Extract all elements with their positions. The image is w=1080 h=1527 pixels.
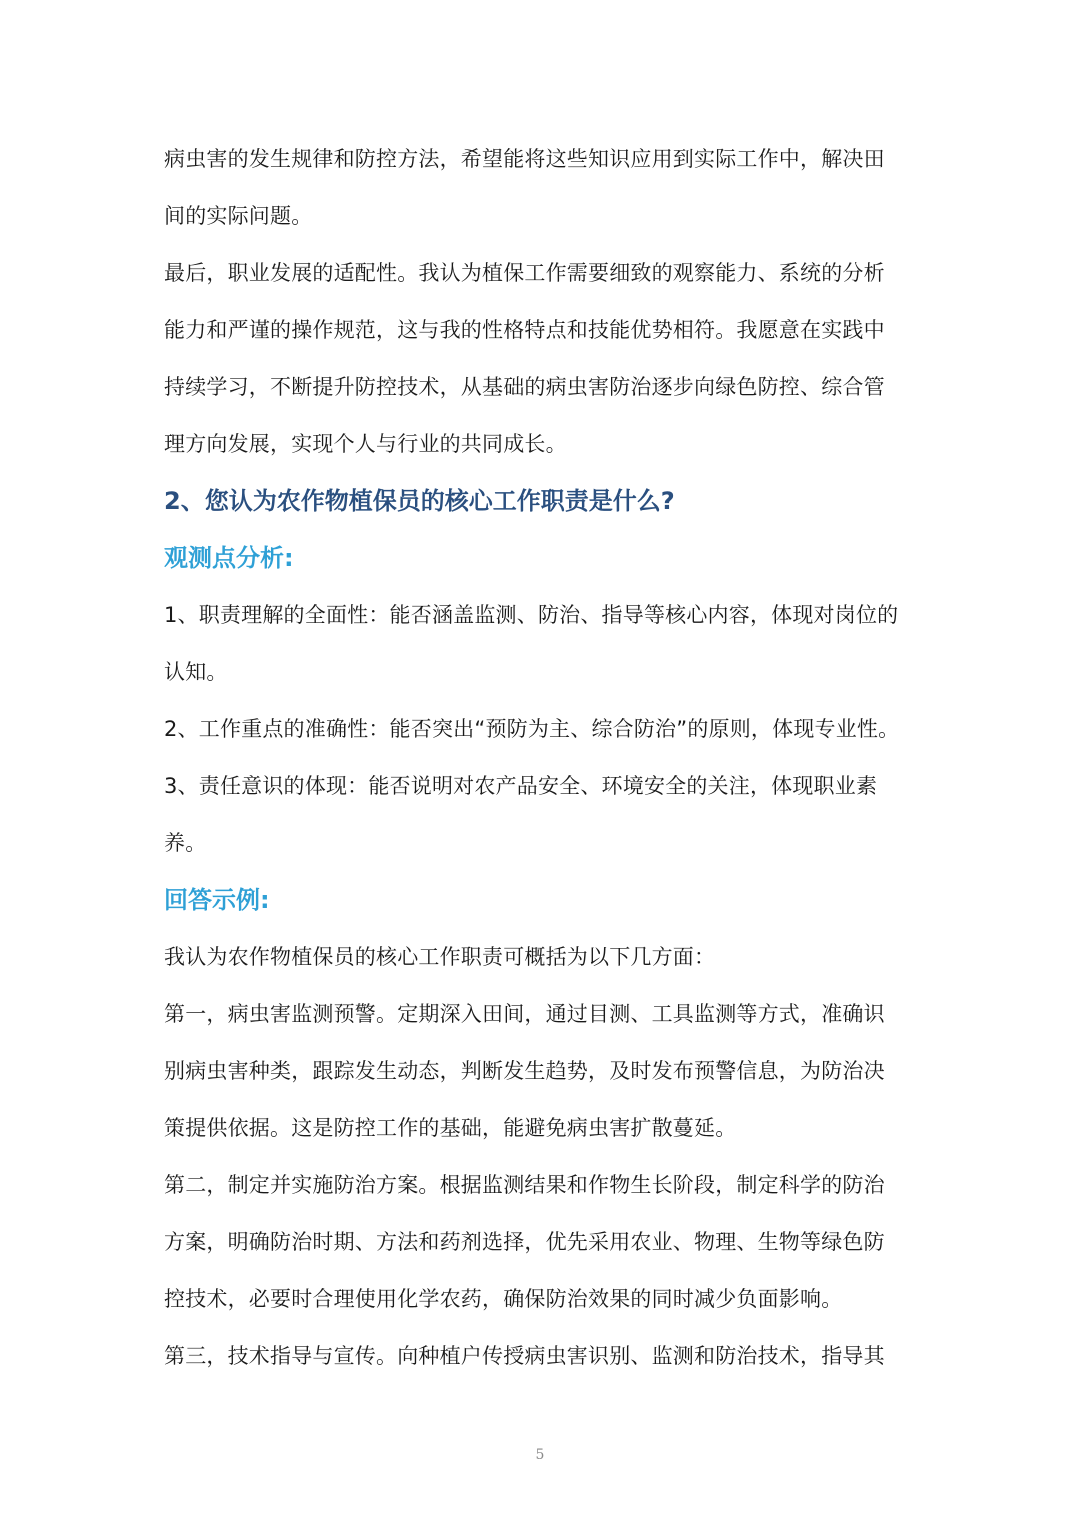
observation-line: 养。 bbox=[164, 831, 207, 855]
answer-heading: 回答示例: bbox=[164, 886, 270, 914]
answer-line: 第三，技术指导与宣传。向种植户传授病虫害识别、监测和防治技术，指导其 bbox=[164, 1344, 885, 1368]
answer-line: 第二，制定并实施防治方案。根据监测结果和作物生长阶段，制定科学的防治 bbox=[164, 1173, 885, 1197]
observation-line: 2、工作重点的准确性：能否突出“预防为主、综合防治”的原则，体现专业性。 bbox=[164, 717, 900, 741]
answer-line: 控技术，必要时合理使用化学农药，确保防治效果的同时减少负面影响。 bbox=[164, 1287, 843, 1311]
observation-line: 3、责任意识的体现：能否说明对农产品安全、环境安全的关注，体现职业素 bbox=[164, 774, 878, 798]
answer-line: 别病虫害种类，跟踪发生动态，判断发生趋势，及时发布预警信息，为防治决 bbox=[164, 1059, 885, 1083]
answer-line: 第一，病虫害监测预警。定期深入田间，通过目测、工具监测等方式，准确识 bbox=[164, 1002, 885, 1026]
page-content bbox=[164, 131, 924, 1385]
body-line: 间的实际问题。 bbox=[164, 204, 313, 228]
body-line: 最后，职业发展的适配性。我认为植保工作需要细致的观察能力、系统的分析 bbox=[164, 261, 885, 285]
observation-line: 1、职责理解的全面性：能否涵盖监测、防治、指导等核心内容，体现对岗位的 bbox=[164, 603, 899, 627]
observation-line: 认知。 bbox=[164, 660, 228, 684]
body-line: 病虫害的发生规律和防控方法，希望能将这些知识应用到实际工作中，解决田 bbox=[164, 147, 885, 171]
body-line: 持续学习，不断提升防控技术，从基础的病虫害防治逐步向绿色防控、综合管 bbox=[164, 375, 885, 399]
answer-line: 策提供依据。这是防控工作的基础，能避免病虫害扩散蔓延。 bbox=[164, 1116, 737, 1140]
question-heading: 2、您认为农作物植保员的核心工作职责是什么? bbox=[164, 487, 675, 515]
body-line: 能力和严谨的操作规范，这与我的性格特点和技能优势相符。我愿意在实践中 bbox=[164, 318, 885, 342]
answer-line: 我认为农作物植保员的核心工作职责可概括为以下几方面： bbox=[164, 945, 716, 969]
answer-line: 方案，明确防治时期、方法和药剂选择，优先采用农业、物理、生物等绿色防 bbox=[164, 1230, 885, 1254]
body-line: 理方向发展，实现个人与行业的共同成长。 bbox=[164, 432, 567, 456]
page-number: 5 bbox=[535, 1447, 545, 1463]
observation-heading: 观测点分析: bbox=[164, 544, 294, 572]
